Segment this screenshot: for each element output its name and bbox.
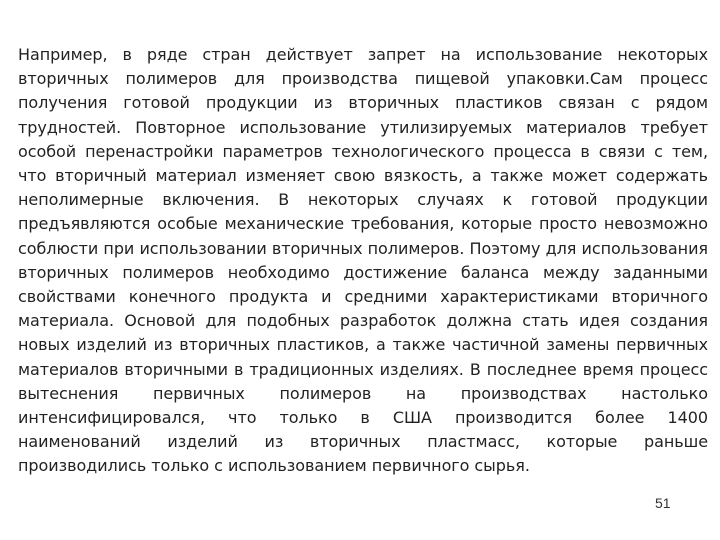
page-number: 51 bbox=[655, 495, 671, 511]
body-paragraph: Например, в ряде стран действует запрет на использование некоторых вторичных полимеров для производства пищевой упаковки.Сам процесс получения готовой продукции из вторичных пластиков связан с рядом трудностей. Повторное использование утилизируемых материалов требует особой перенастройки параметров технологического процесса в связи с тем, что вторичный материал изменяет свою вязкость, а также может содержать неполимерные включения. В некоторых случаях к готовой продукции предъявляются особые механические требования, которые просто невозможно соблюсти при использовании вторичных полимеров. Поэтому для использования вторичных полимеров необходимо достижение баланса между заданными свойствами конечного продукта и средними характеристиками вторичного материала. Основой для подобных разработок должна стать идея создания новых изделий из вторичных пластиков, а также частичной замены первичных материалов вторичными в традиционных изделиях. В последнее время процесс вытеснения первичных полимеров на производствах настолько интенсифицировался, что только в США производится более 1400 наименований изделий из вторичных пластмасс, которые раньше производились только с использованием первичного сырья. bbox=[18, 45, 708, 476]
